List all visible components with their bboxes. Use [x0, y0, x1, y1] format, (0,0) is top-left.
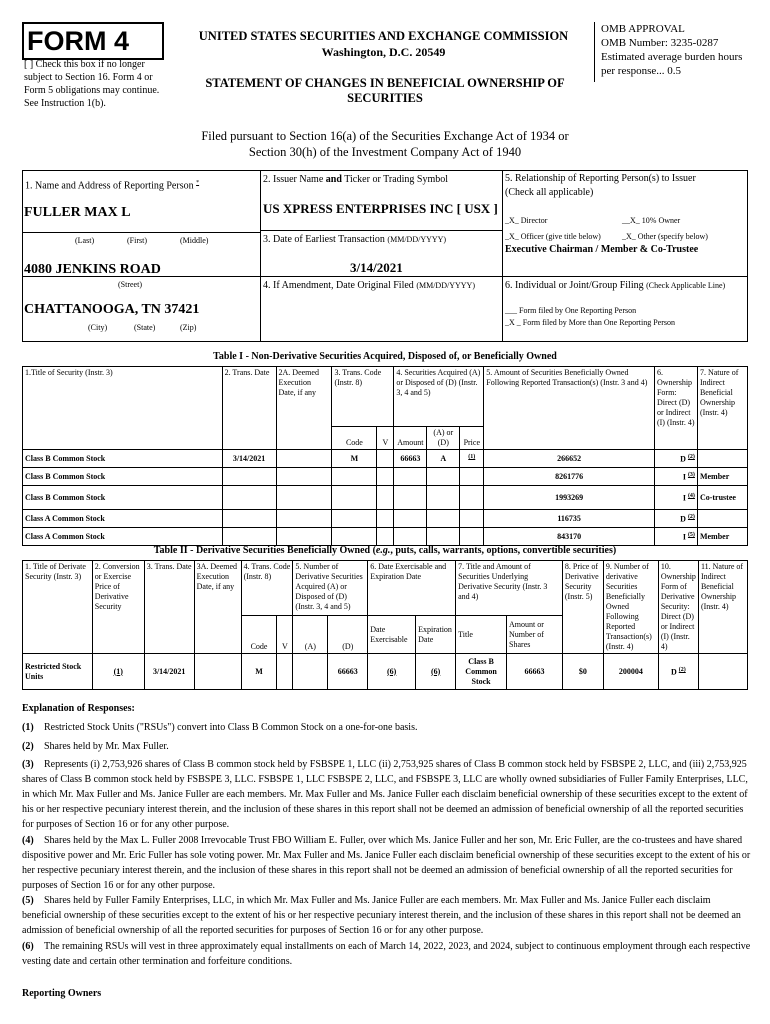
- table2: [22, 560, 748, 690]
- t1-v: [377, 528, 394, 546]
- t2-h-title: Title: [456, 616, 507, 654]
- t1-deemed: [276, 528, 332, 546]
- t2-a: [293, 654, 328, 690]
- box3-value: 3/14/2021: [350, 260, 403, 275]
- t2-h-date-ex: Date Exercisable: [368, 616, 416, 654]
- t1-amount: [394, 510, 427, 528]
- t2-exp-fn[interactable]: (6): [430, 666, 441, 676]
- t1-form: [654, 528, 697, 546]
- t1-code: [332, 486, 377, 510]
- list-item: [22, 939, 752, 969]
- one-person-option[interactable]: ___ Form filed by One Reporting Person: [505, 306, 637, 315]
- t1-date: [222, 468, 276, 486]
- table2-title-a: Table II - Derivative Securities Beneficially Owned (: [153, 545, 376, 556]
- omb-approval: OMB APPROVAL: [601, 23, 685, 35]
- t2-h9: 9. Number of derivative Securities Beneficially Owned Following Reported Transaction(s) (Instr. 4): [603, 561, 658, 654]
- box1-star-link[interactable]: *: [196, 180, 200, 186]
- t1-title: Class B Common Stock: [23, 486, 223, 510]
- t1-h1: 1.Title of Security (Instr. 3): [23, 367, 223, 450]
- divider: [22, 341, 748, 342]
- list-item: [22, 833, 752, 893]
- t2-exp-cell[interactable]: [416, 654, 456, 690]
- t2-h-exp: Expiration Date: [416, 616, 456, 654]
- table-row: [23, 450, 748, 468]
- director-checkbox[interactable]: _X_ Director: [505, 216, 548, 225]
- list-item: [22, 757, 752, 832]
- t2-nature: [698, 654, 747, 690]
- t1-h3: 3. Trans. Code (Instr. 8): [332, 367, 394, 427]
- t1-code: M: [332, 450, 377, 468]
- t2-conv-fn[interactable]: (1): [113, 666, 123, 676]
- box2-label: [263, 174, 448, 186]
- t1-owned: 1993269: [484, 486, 655, 510]
- t1-price: [460, 510, 484, 528]
- list-item: [22, 720, 752, 735]
- box6-label-text: 6. Individual or Joint/Group Filing: [505, 280, 644, 291]
- t1-v: [377, 486, 394, 510]
- footnote-number: (6): [22, 941, 34, 952]
- t1-code: [332, 528, 377, 546]
- t2-form: [658, 654, 698, 690]
- footnote-number: (3): [22, 759, 34, 770]
- table2-title: [22, 545, 748, 557]
- more-persons-option[interactable]: _X _ Form filed by More than One Reporting Person: [505, 318, 675, 327]
- t1-form-value: D: [680, 514, 686, 524]
- t1-ad: A: [427, 450, 460, 468]
- divider: [260, 230, 502, 231]
- label-city: (City): [88, 323, 108, 332]
- box3-format: (MM/DD/YYYY): [387, 235, 447, 244]
- t2-conv-link[interactable]: [92, 654, 144, 690]
- t1-form: [654, 510, 697, 528]
- t2-h8: 8. Price of Derivative Security (Instr. 5): [562, 561, 603, 654]
- form-title-box: [22, 22, 164, 60]
- t1-h2a: 2A. Deemed Execution Date, if any: [276, 367, 332, 450]
- t2-h-a: (A): [293, 616, 328, 654]
- t2-h10: 10. Ownership Form of Derivative Security: Direct (D) or Indirect (I) (Instr. 4): [658, 561, 698, 654]
- t1-date: [222, 510, 276, 528]
- label-street: (Street): [118, 280, 142, 289]
- form-title: FORM 4: [27, 26, 130, 56]
- t2-owned: 200004: [603, 654, 658, 690]
- t2-h-amt: Amount or Number of Shares: [507, 616, 563, 654]
- t1-nature: Member: [697, 528, 747, 546]
- footnote-text: Shares held by Fuller Family Enterprises, LLC, in which Mr. Max Fuller and Ms. Janice Fuller are each members. Mr. Max Fuller and Ms. Janice Fuller each disclaim beneficial ownership of these securities except to the extent of his or her respective pecuniary interest therein, and the inclusion of these shares in this report shall not be deemed an admission of beneficial ownership of all the reported securities for purposes of Section 16 or for any other purpose.: [22, 895, 741, 936]
- t2-price: $0: [562, 654, 603, 690]
- t1-nature: Co-trustee: [697, 486, 747, 510]
- box4-label: [263, 280, 475, 292]
- divider: [260, 170, 261, 342]
- box5-sub: (Check all applicable): [505, 187, 594, 198]
- t1-ad: [427, 468, 460, 486]
- table1-title: Table I - Non-Derivative Securities Acquired, Disposed of, or Beneficially Owned: [213, 351, 557, 362]
- t2-d: 66663: [328, 654, 368, 690]
- t1-form-fn[interactable]: (5): [687, 532, 695, 539]
- label-middle: (Middle): [180, 236, 209, 245]
- t1-price: [460, 528, 484, 546]
- t2-code: M: [241, 654, 277, 690]
- t1-form-fn[interactable]: (2): [687, 454, 695, 461]
- t2-form-value: D: [670, 667, 677, 677]
- table2-title-eg: e.g.: [375, 545, 391, 556]
- t2-h-d: (D): [328, 616, 368, 654]
- t2-h3: 3. Trans. Date: [144, 561, 194, 654]
- t1-title: Class A Common Stock: [23, 528, 223, 546]
- t1-ad: [427, 528, 460, 546]
- t1-owned: 266652: [484, 450, 655, 468]
- omb-box: [594, 22, 755, 82]
- t1-h-ad: (A) or (D): [427, 427, 460, 450]
- t1-h-amount: Amount: [394, 427, 427, 450]
- footnote-text: Restricted Stock Units ("RSUs") convert into Class B Common Stock on a one-for-one basis.: [44, 722, 418, 733]
- t2-h3a: 3A. Deemed Execution Date, if any: [194, 561, 241, 654]
- t1-h4: 4. Securities Acquired (A) or Disposed of (D) (Instr. 3, 4 and 5): [394, 367, 484, 427]
- t1-form-fn[interactable]: (3): [687, 472, 695, 479]
- t1-v: [377, 450, 394, 468]
- agency-name: UNITED STATES SECURITIES AND EXCHANGE COMMISSION: [198, 29, 569, 43]
- divider: [747, 170, 748, 342]
- t1-title: Class A Common Stock: [23, 510, 223, 528]
- table-row: [23, 510, 748, 528]
- t1-h6: 6. Ownership Form: Direct (D) or Indirect (I) (Instr. 4): [654, 367, 697, 450]
- t1-owned: 8261776: [484, 468, 655, 486]
- t1-deemed: [276, 486, 332, 510]
- t1-date: 3/14/2021: [222, 450, 276, 468]
- t1-form-fn[interactable]: (2): [687, 514, 695, 521]
- label-last: (Last): [75, 236, 95, 245]
- footnote-text: Represents (i) 2,753,926 shares of Class B common stock held by FSBSPE 1, LLC (ii) 2,753,925 shares of Class B common stock held by FSBSPE 2, LLC, and (iii) 2,753,925 shares of Class B common stock held by FSBSPE 3, LLC. FSBSPE 1, LLC FSBSPE 2, LLC, and FSBSPE 3, LLC are wholly owned subsidiaries of Fuller Family Enterprises, LLC, in which Mr. Max Fuller and Ms. Janice Fuller are each members. Mr. Max Fuller and Ms. Janice Fuller each disclaim beneficial ownership of these securities except to the extent of his or her respective pecuniary interest therein, and the inclusion of these shares in this report shall not be deemed an admission of beneficial ownership of all the reported securities for purposes of Section 16 or for any other purpose.: [22, 759, 748, 830]
- t2-h6: 6. Date Exercisable and Expiration Date: [368, 561, 456, 616]
- ten-pct-checkbox[interactable]: __X_ 10% Owner: [622, 216, 681, 225]
- box3-label: [263, 234, 446, 246]
- t2-und-amt: 66663: [507, 654, 563, 690]
- t1-form-fn[interactable]: (4): [687, 493, 695, 500]
- t1-owned: 116735: [484, 510, 655, 528]
- t1-form-value: I: [682, 532, 686, 542]
- table-row: [23, 654, 748, 690]
- box2-label-b: Ticker or Trading Symbol: [341, 174, 449, 185]
- t1-deemed: [276, 510, 332, 528]
- t1-code: [332, 468, 377, 486]
- t2-deemed: [194, 654, 241, 690]
- statement-title: STATEMENT OF CHANGES IN BENEFICIAL OWNERSHIP OF SECURITIES: [205, 76, 565, 105]
- footnote-text: Shares held by the Max L. Fuller 2008 Irrevocable Trust FBO William E. Fuller, over which Ms. Janice Fuller and her son, Mr. Eric Fuller, are the co-trustees and have shared dispositive power and Mr. Eric Fuller has sole voting power. Mr. Max Fuller and Ms. Janice Fuller each disclaim beneficial ownership of these securities except to the extent of his or her respective pecuniary interest therein, and the inclusion of these shares in this report shall not be deemed an admission of beneficial ownership of all the reported securities for purposes of Section 16 or for any other purpose.: [22, 835, 751, 891]
- divider: [22, 170, 748, 171]
- t1-nature: [697, 510, 747, 528]
- t1-h2: 2. Trans. Date: [222, 367, 276, 450]
- t1-title: Class B Common Stock: [23, 468, 223, 486]
- t1-amount: 66663: [394, 450, 427, 468]
- footnote-number: (5): [22, 895, 34, 906]
- t1-form-value: I: [682, 493, 686, 503]
- box3-label-text: 3. Date of Earliest Transaction: [263, 234, 385, 245]
- table-row: [23, 528, 748, 546]
- t1-owned: 843170: [484, 528, 655, 546]
- box1-label-text: 1. Name and Address of Reporting Person: [25, 180, 194, 192]
- t1-h-v: V: [377, 427, 394, 450]
- divider: [22, 170, 23, 342]
- t1-ad: [427, 510, 460, 528]
- list-item: [22, 739, 752, 754]
- t1-code: [332, 510, 377, 528]
- t2-h-code: Code: [241, 616, 277, 654]
- t1-price: [460, 468, 484, 486]
- t2-title: Restricted Stock Units: [23, 654, 93, 690]
- t1-deemed: [276, 450, 332, 468]
- box6-note: (Check Applicable Line): [646, 281, 726, 290]
- t1-date: [222, 486, 276, 510]
- list-item: [22, 893, 752, 938]
- t1-form: [654, 450, 697, 468]
- label-zip: (Zip): [180, 323, 197, 332]
- reporting-owners-heading: Reporting Owners: [22, 988, 102, 999]
- issuer-name: US XPRESS ENTERPRISES INC [ USX ]: [263, 201, 498, 216]
- filed-line-1: Filed pursuant to Section 16(a) of the Securities Exchange Act of 1934 or: [201, 129, 569, 143]
- t2-form-fn[interactable]: (2): [678, 667, 686, 674]
- omb-number: OMB Number: 3235-0287: [601, 37, 719, 49]
- t1-h7: 7. Nature of Indirect Beneficial Ownership (Instr. 4): [697, 367, 747, 450]
- t2-date-ex-fn[interactable]: (6): [387, 666, 397, 676]
- reporter-name: FULLER MAX L: [24, 205, 131, 220]
- t1-v: [377, 468, 394, 486]
- table-row: [23, 486, 748, 510]
- t1-v: [377, 510, 394, 528]
- t2-v: [277, 654, 293, 690]
- label-first: (First): [127, 236, 147, 245]
- box2-label-and: and: [325, 174, 342, 185]
- box6-label: [505, 280, 725, 292]
- box4-label-text: 4. If Amendment, Date Original Filed: [263, 280, 414, 291]
- t1-h-code: Code: [332, 427, 377, 450]
- t2-h4: 4. Trans. Code (Instr. 8): [241, 561, 293, 616]
- t1-form: [654, 468, 697, 486]
- box5-label: 5. Relationship of Reporting Person(s) to Issuer: [505, 173, 696, 184]
- t1-deemed: [276, 468, 332, 486]
- t1-form-value: I: [682, 472, 686, 482]
- t1-form-value: D: [680, 454, 686, 464]
- t1-price: [460, 450, 484, 468]
- box4-format: (MM/DD/YYYY): [416, 281, 475, 290]
- filed-line-2: Section 30(h) of the Investment Company Act of 1940: [248, 145, 522, 159]
- t1-amount: [394, 486, 427, 510]
- officer-title: Executive Chairman / Member & Co-Trustee: [505, 244, 699, 255]
- t2-date-ex-cell[interactable]: [368, 654, 416, 690]
- t1-title: Class B Common Stock: [23, 450, 223, 468]
- t1-ad: [427, 486, 460, 510]
- t2-h-v: V: [277, 616, 293, 654]
- table1: [22, 366, 748, 546]
- t1-amount: [394, 528, 427, 546]
- footnote-number: (4): [22, 835, 34, 846]
- omb-burden: Estimated average burden hours per response... 0.5: [601, 51, 743, 77]
- footnote-text: Shares held by Mr. Max Fuller.: [44, 741, 169, 752]
- divider: [260, 276, 748, 277]
- officer-checkbox[interactable]: _X_ Officer (give title below): [505, 232, 601, 241]
- footnote-number: (1): [22, 722, 34, 733]
- t1-amount: [394, 468, 427, 486]
- label-state: (State): [134, 323, 156, 332]
- t1-nature: [697, 450, 747, 468]
- footnote-number: (2): [22, 741, 34, 752]
- t2-h5: 5. Number of Derivative Securities Acquired (A) or Disposed of (D) (Instr. 3, 4 and 5): [293, 561, 368, 616]
- explanation-heading: Explanation of Responses:: [22, 703, 135, 714]
- table2-title-b: , puts, calls, warrants, options, convertible securities): [390, 545, 617, 556]
- box2-label-a: 2. Issuer Name: [263, 174, 326, 185]
- divider: [22, 232, 260, 233]
- agency-city: Washington, D.C. 20549: [321, 45, 446, 59]
- box1-label: [25, 177, 199, 192]
- table-row: [23, 468, 748, 486]
- t2-und-title: Class B Common Stock: [456, 654, 507, 690]
- t1-date: [222, 528, 276, 546]
- street-value: 4080 JENKINS ROAD: [24, 262, 161, 277]
- t1-nature: Member: [697, 468, 747, 486]
- t1-h5: 5. Amount of Securities Beneficially Owned Following Reported Transaction(s) (Instr. 3 and 4): [484, 367, 655, 450]
- divider: [502, 170, 503, 342]
- footnote-text: The remaining RSUs will vest in three approximately equal installments on each of March 14, 2022, 2023, and 2024, subject to continuous employment through each respective vesting date and certain other termination and forfeiture conditions.: [22, 941, 751, 967]
- other-checkbox[interactable]: _X_ Other (specify below): [622, 232, 708, 241]
- t2-h11: 11. Nature of Indirect Beneficial Ownership (Instr. 4): [698, 561, 747, 654]
- t2-h7: 7. Title and Amount of Securities Underlying Derivative Security (Instr. 3 and 4): [456, 561, 563, 616]
- t2-h1: 1. Title of Derivate Security (Instr. 3): [23, 561, 93, 654]
- checkbox-note: [ ] Check this box if no longer subject to Section 16. Form 4 or Form 5 obligations may continue. See Instruction 1(b).: [24, 59, 160, 109]
- t2-h2: 2. Conversion or Exercise Price of Derivative Security: [92, 561, 144, 654]
- t1-form: [654, 486, 697, 510]
- t1-price: [460, 486, 484, 510]
- t1-price-fn[interactable]: (1): [468, 454, 476, 461]
- t1-h-price: Price: [460, 427, 484, 450]
- t2-date: 3/14/2021: [144, 654, 194, 690]
- city-value: CHATTANOOGA, TN 37421: [24, 302, 200, 317]
